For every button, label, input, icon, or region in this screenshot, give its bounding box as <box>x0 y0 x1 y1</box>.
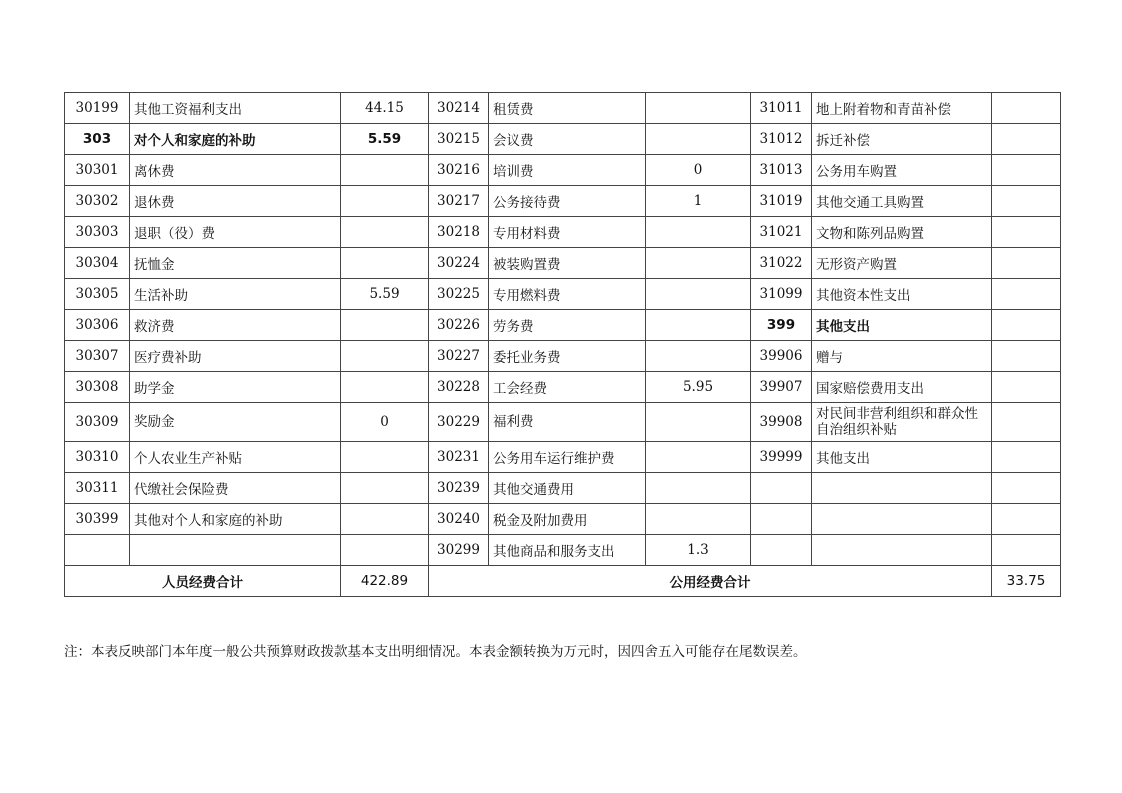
table-row <box>65 403 1061 442</box>
amount-cell-2 <box>646 93 751 124</box>
amount-cell-1 <box>341 310 429 341</box>
totals-row <box>65 566 1061 597</box>
name-cell-3: 赠与 <box>812 341 992 372</box>
amount-cell-1 <box>341 248 429 279</box>
amount-cell-3 <box>992 93 1061 124</box>
name-cell-3: 其他资本性支出 <box>812 279 992 310</box>
name-cell-1: 退职（役）费 <box>130 217 341 248</box>
name-cell-1: 其他对个人和家庭的补助 <box>130 504 341 535</box>
table-row <box>65 124 1061 155</box>
name-cell-2: 公务用车运行维护费 <box>489 442 646 473</box>
name-cell-2: 被装购置费 <box>489 248 646 279</box>
table-row <box>65 217 1061 248</box>
amount-cell-2 <box>646 473 751 504</box>
amount-cell-1 <box>341 186 429 217</box>
table-row <box>65 473 1061 504</box>
name-cell-2: 公务接待费 <box>489 186 646 217</box>
amount-cell-3 <box>992 186 1061 217</box>
code-cell-3: 399 <box>751 310 812 341</box>
public-total-amount: 33.75 <box>992 566 1061 597</box>
code-cell-3 <box>751 535 812 566</box>
amount-cell-3 <box>992 442 1061 473</box>
name-cell-3: 国家赔偿费用支出 <box>812 372 992 403</box>
amount-cell-3 <box>992 473 1061 504</box>
table-row <box>65 93 1061 124</box>
code-cell-2: 30215 <box>429 124 489 155</box>
code-cell-3: 31099 <box>751 279 812 310</box>
name-cell-2: 工会经费 <box>489 372 646 403</box>
name-cell-2: 专用材料费 <box>489 217 646 248</box>
code-cell-3: 31011 <box>751 93 812 124</box>
name-cell-2: 委托业务费 <box>489 341 646 372</box>
name-cell-1: 奖励金 <box>130 403 341 442</box>
public-total-label: 公用经费合计 <box>429 566 992 597</box>
name-cell-1: 其他工资福利支出 <box>130 93 341 124</box>
code-cell-3: 31019 <box>751 186 812 217</box>
amount-cell-2 <box>646 442 751 473</box>
name-cell-2: 税金及附加费用 <box>489 504 646 535</box>
amount-cell-2 <box>646 504 751 535</box>
amount-cell-1 <box>341 341 429 372</box>
code-cell-1: 30199 <box>65 93 130 124</box>
amount-cell-2 <box>646 217 751 248</box>
code-cell-1 <box>65 535 130 566</box>
code-cell-3: 31022 <box>751 248 812 279</box>
name-cell-3 <box>812 535 992 566</box>
name-cell-1: 离休费 <box>130 155 341 186</box>
name-cell-1: 救济费 <box>130 310 341 341</box>
amount-cell-1: 0 <box>341 403 429 442</box>
name-cell-3: 地上附着物和青苗补偿 <box>812 93 992 124</box>
name-cell-2: 其他商品和服务支出 <box>489 535 646 566</box>
table-row <box>65 535 1061 566</box>
name-cell-3: 无形资产购置 <box>812 248 992 279</box>
code-cell-2: 30216 <box>429 155 489 186</box>
name-cell-2: 专用燃料费 <box>489 279 646 310</box>
table-row <box>65 186 1061 217</box>
name-cell-2: 租赁费 <box>489 93 646 124</box>
personnel-total-amount: 422.89 <box>341 566 429 597</box>
code-cell-1: 30308 <box>65 372 130 403</box>
table-row <box>65 279 1061 310</box>
name-cell-1: 生活补助 <box>130 279 341 310</box>
footnote: 注：本表反映部门本年度一般公共预算财政拨款基本支出明细情况。本表金额转换为万元时，因四舍五入可能存在尾数误差。 <box>64 644 807 660</box>
table-row <box>65 310 1061 341</box>
code-cell-2: 30218 <box>429 217 489 248</box>
amount-cell-1 <box>341 504 429 535</box>
amount-cell-2 <box>646 248 751 279</box>
name-cell-3: 拆迁补偿 <box>812 124 992 155</box>
amount-cell-3 <box>992 124 1061 155</box>
code-cell-2: 30224 <box>429 248 489 279</box>
code-cell-2: 30240 <box>429 504 489 535</box>
code-cell-1: 30310 <box>65 442 130 473</box>
name-cell-3: 其他交通工具购置 <box>812 186 992 217</box>
amount-cell-3 <box>992 535 1061 566</box>
code-cell-3: 39999 <box>751 442 812 473</box>
name-cell-3 <box>812 504 992 535</box>
name-cell-1: 代缴社会保险费 <box>130 473 341 504</box>
amount-cell-3 <box>992 279 1061 310</box>
code-cell-3: 31013 <box>751 155 812 186</box>
name-cell-1: 对个人和家庭的补助 <box>130 124 341 155</box>
name-cell-3: 文物和陈列品购置 <box>812 217 992 248</box>
code-cell-1: 30305 <box>65 279 130 310</box>
personnel-total-label: 人员经费合计 <box>65 566 341 597</box>
expenditure-detail-table <box>64 92 1061 597</box>
amount-cell-2 <box>646 124 751 155</box>
name-cell-1: 退休费 <box>130 186 341 217</box>
table-row <box>65 341 1061 372</box>
code-cell-1: 303 <box>65 124 130 155</box>
code-cell-2: 30231 <box>429 442 489 473</box>
name-cell-2: 劳务费 <box>489 310 646 341</box>
code-cell-3 <box>751 504 812 535</box>
amount-cell-1: 44.15 <box>341 93 429 124</box>
table-row <box>65 372 1061 403</box>
code-cell-2: 30228 <box>429 372 489 403</box>
code-cell-3 <box>751 473 812 504</box>
name-cell-3: 公务用车购置 <box>812 155 992 186</box>
name-cell-1: 医疗费补助 <box>130 341 341 372</box>
amount-cell-2: 0 <box>646 155 751 186</box>
code-cell-1: 30399 <box>65 504 130 535</box>
amount-cell-3 <box>992 504 1061 535</box>
code-cell-2: 30239 <box>429 473 489 504</box>
code-cell-3: 39908 <box>751 403 812 442</box>
code-cell-1: 30309 <box>65 403 130 442</box>
code-cell-1: 30311 <box>65 473 130 504</box>
name-cell-2: 会议费 <box>489 124 646 155</box>
amount-cell-2: 1.3 <box>646 535 751 566</box>
amount-cell-3 <box>992 217 1061 248</box>
code-cell-2: 30214 <box>429 93 489 124</box>
code-cell-1: 30303 <box>65 217 130 248</box>
amount-cell-1 <box>341 217 429 248</box>
amount-cell-3 <box>992 341 1061 372</box>
amount-cell-3 <box>992 372 1061 403</box>
name-cell-3: 其他支出 <box>812 310 992 341</box>
amount-cell-1: 5.59 <box>341 124 429 155</box>
name-cell-3: 其他支出 <box>812 442 992 473</box>
table-row <box>65 504 1061 535</box>
code-cell-2: 30227 <box>429 341 489 372</box>
code-cell-1: 30306 <box>65 310 130 341</box>
code-cell-2: 30299 <box>429 535 489 566</box>
code-cell-1: 30307 <box>65 341 130 372</box>
amount-cell-2 <box>646 403 751 442</box>
name-cell-3: 对民间非营利组织和群众性自治组织补贴 <box>812 403 992 442</box>
code-cell-2: 30229 <box>429 403 489 442</box>
name-cell-2: 培训费 <box>489 155 646 186</box>
amount-cell-2: 5.95 <box>646 372 751 403</box>
amount-cell-1 <box>341 155 429 186</box>
name-cell-2: 其他交通费用 <box>489 473 646 504</box>
name-cell-1: 抚恤金 <box>130 248 341 279</box>
amount-cell-2 <box>646 341 751 372</box>
code-cell-3: 31012 <box>751 124 812 155</box>
amount-cell-1 <box>341 372 429 403</box>
code-cell-2: 30225 <box>429 279 489 310</box>
code-cell-2: 30226 <box>429 310 489 341</box>
code-cell-1: 30301 <box>65 155 130 186</box>
amount-cell-2 <box>646 310 751 341</box>
amount-cell-2 <box>646 279 751 310</box>
amount-cell-1 <box>341 473 429 504</box>
amount-cell-3 <box>992 155 1061 186</box>
amount-cell-1 <box>341 442 429 473</box>
amount-cell-1: 5.59 <box>341 279 429 310</box>
amount-cell-3 <box>992 403 1061 442</box>
table-row <box>65 248 1061 279</box>
amount-cell-2: 1 <box>646 186 751 217</box>
code-cell-1: 30304 <box>65 248 130 279</box>
name-cell-1: 助学金 <box>130 372 341 403</box>
amount-cell-1 <box>341 535 429 566</box>
code-cell-2: 30217 <box>429 186 489 217</box>
table-body <box>65 93 1061 566</box>
amount-cell-3 <box>992 248 1061 279</box>
code-cell-1: 30302 <box>65 186 130 217</box>
table-row <box>65 155 1061 186</box>
code-cell-3: 39906 <box>751 341 812 372</box>
name-cell-2: 福利费 <box>489 403 646 442</box>
name-cell-3 <box>812 473 992 504</box>
code-cell-3: 39907 <box>751 372 812 403</box>
name-cell-1 <box>130 535 341 566</box>
name-cell-1: 个人农业生产补贴 <box>130 442 341 473</box>
amount-cell-3 <box>992 310 1061 341</box>
code-cell-3: 31021 <box>751 217 812 248</box>
table-row <box>65 442 1061 473</box>
